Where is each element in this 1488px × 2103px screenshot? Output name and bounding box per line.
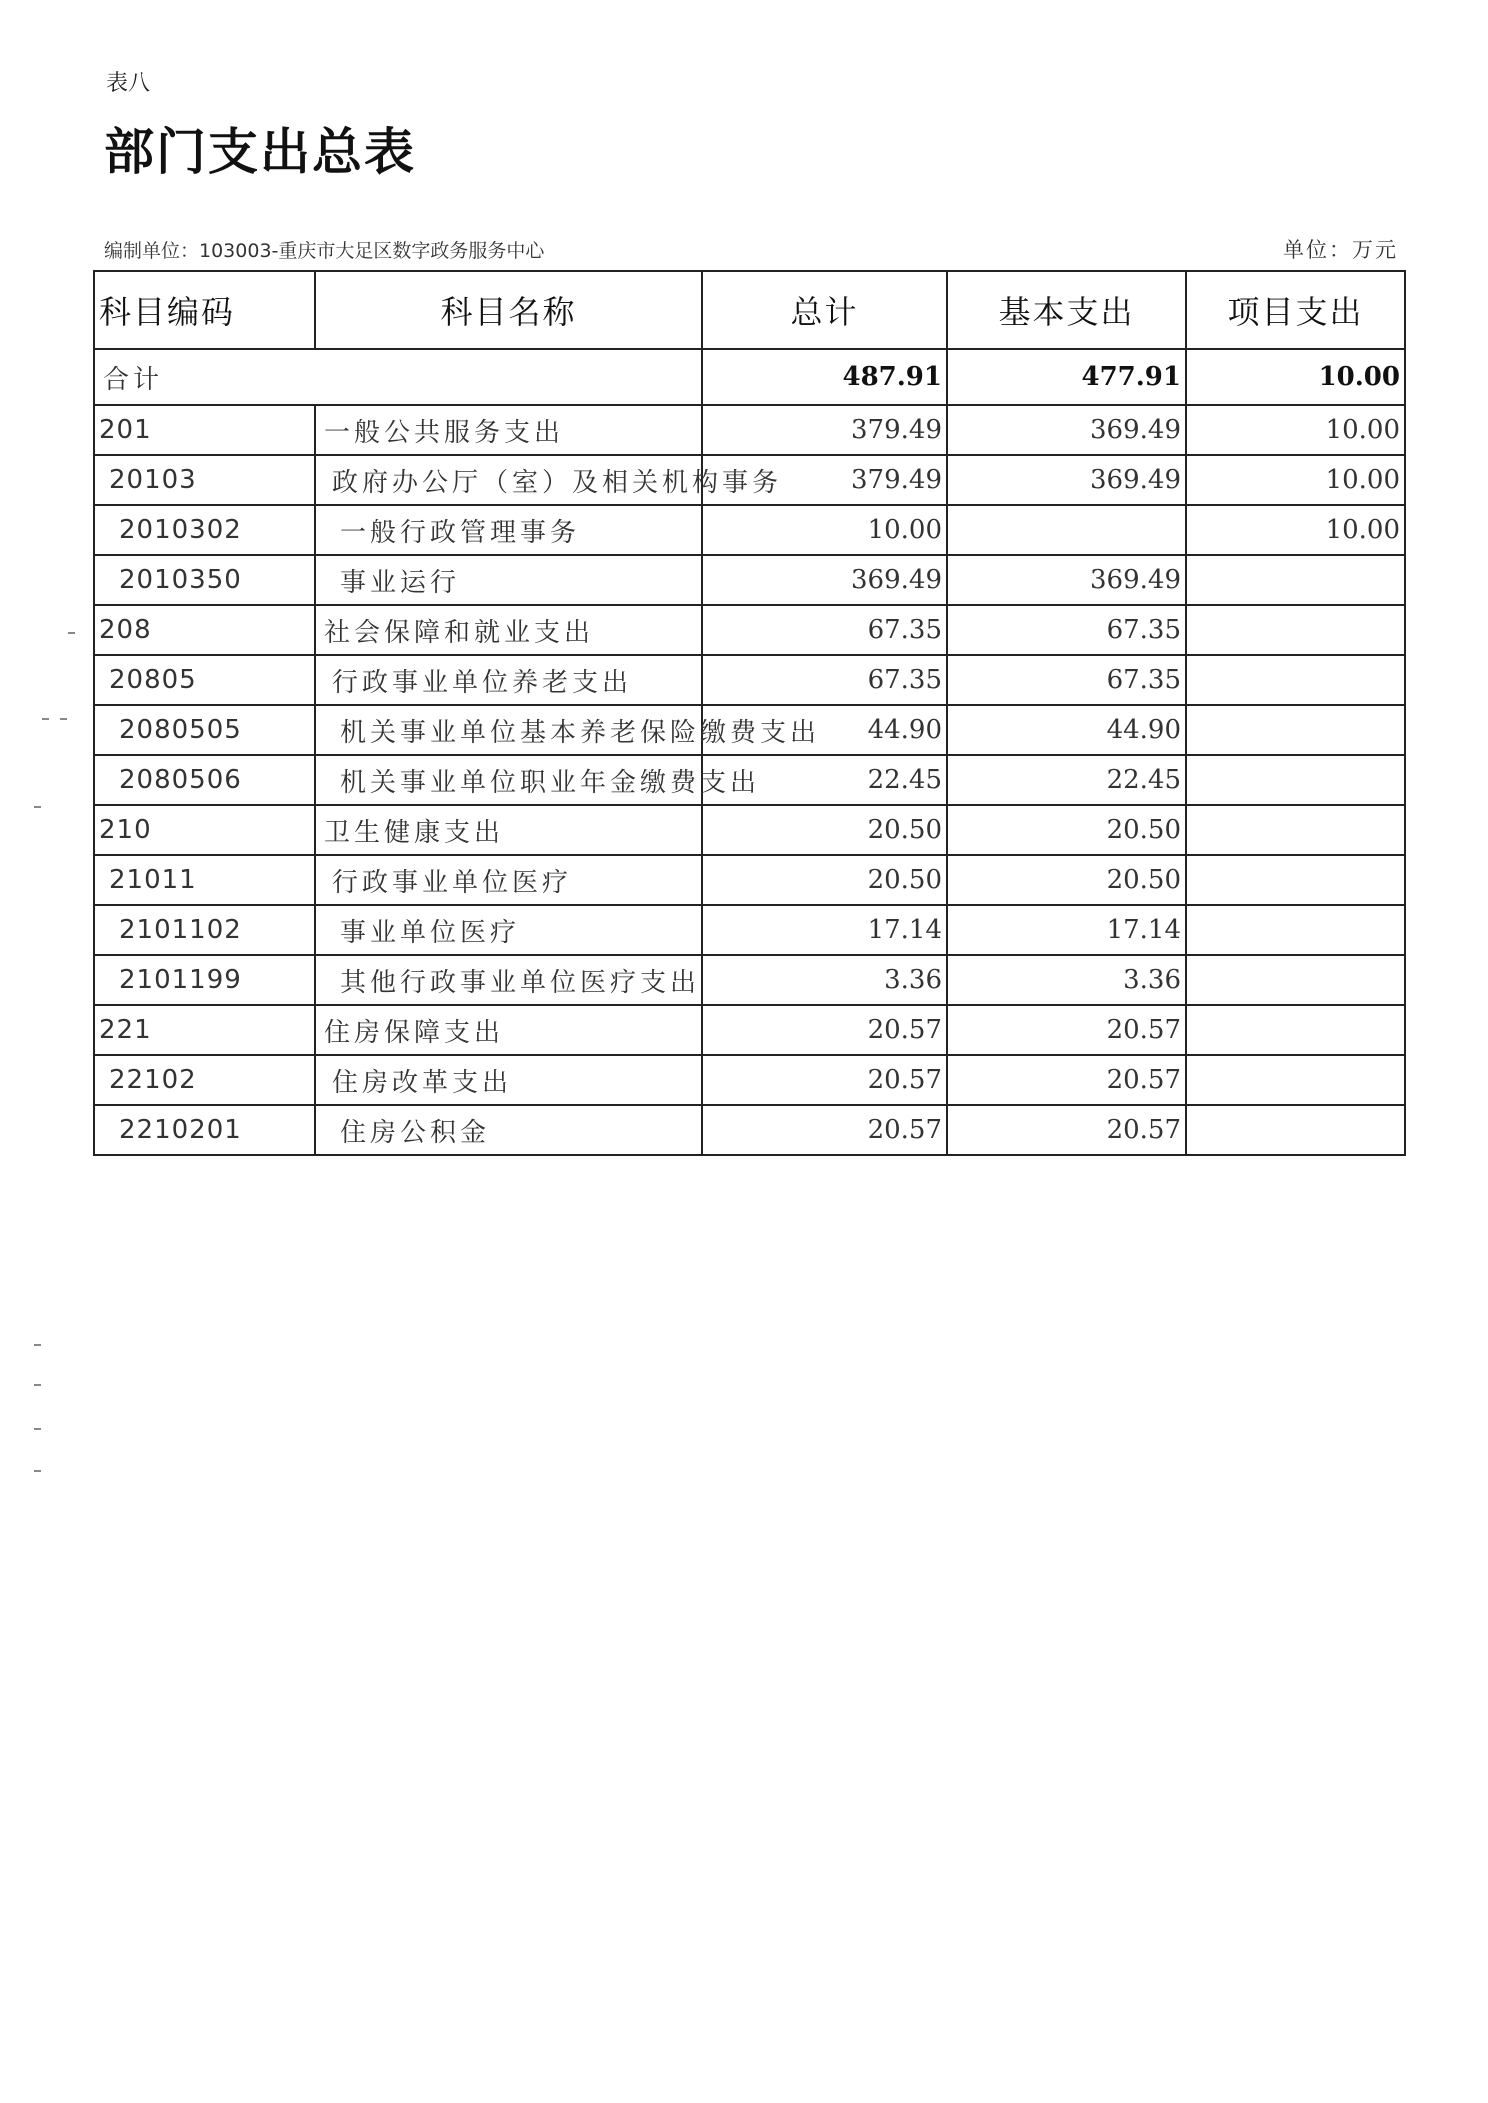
row-project — [1186, 655, 1405, 705]
row-name: 一般公共服务支出 — [315, 405, 702, 455]
row-basic: 369.49 — [947, 455, 1186, 505]
row-total: 20.57 — [702, 1055, 947, 1105]
row-code: 2080506 — [94, 755, 315, 805]
row-basic: 67.35 — [947, 655, 1186, 705]
row-project — [1186, 905, 1405, 955]
row-name: 机关事业单位基本养老保险缴费支出 — [315, 705, 702, 755]
scan-mark — [34, 1384, 41, 1386]
row-code: 2101199 — [94, 955, 315, 1005]
scan-mark — [34, 1428, 41, 1430]
row-total: 67.35 — [702, 655, 947, 705]
total-project: 10.00 — [1186, 349, 1405, 405]
column-header-basic: 基本支出 — [947, 271, 1186, 349]
table-row — [94, 505, 1405, 555]
row-basic: 369.49 — [947, 555, 1186, 605]
row-total: 3.36 — [702, 955, 947, 1005]
table-row — [94, 655, 1405, 705]
scan-mark — [42, 718, 49, 720]
row-total: 20.50 — [702, 805, 947, 855]
table-row — [94, 555, 1405, 605]
total-label: 合计 — [94, 349, 702, 405]
table-row — [94, 855, 1405, 905]
row-basic: 44.90 — [947, 705, 1186, 755]
table-row — [94, 905, 1405, 955]
row-basic: 20.50 — [947, 855, 1186, 905]
table-row — [94, 705, 1405, 755]
scan-mark — [34, 806, 41, 808]
row-basic: 67.35 — [947, 605, 1186, 655]
table-row — [94, 805, 1405, 855]
row-name: 政府办公厅（室）及相关机构事务 — [315, 455, 702, 505]
row-project: 10.00 — [1186, 455, 1405, 505]
row-basic: 17.14 — [947, 905, 1186, 955]
row-total: 20.50 — [702, 855, 947, 905]
table-row — [94, 755, 1405, 805]
row-code: 2080505 — [94, 705, 315, 755]
row-name: 行政事业单位医疗 — [315, 855, 702, 905]
row-name: 住房公积金 — [315, 1105, 702, 1155]
table-row — [94, 455, 1405, 505]
row-code: 210 — [94, 805, 315, 855]
row-project — [1186, 605, 1405, 655]
table-row — [94, 605, 1405, 655]
row-total: 379.49 — [702, 405, 947, 455]
row-code: 2210201 — [94, 1105, 315, 1155]
currency-unit: 单位：万元 — [1283, 238, 1398, 262]
row-name: 住房改革支出 — [315, 1055, 702, 1105]
total-row — [94, 349, 1405, 405]
row-total: 20.57 — [702, 1005, 947, 1055]
scan-mark — [68, 632, 75, 634]
row-name: 一般行政管理事务 — [315, 505, 702, 555]
row-basic: 22.45 — [947, 755, 1186, 805]
row-project — [1186, 1055, 1405, 1105]
scan-mark — [34, 1344, 41, 1346]
row-project — [1186, 705, 1405, 755]
row-basic: 20.57 — [947, 1005, 1186, 1055]
row-total: 22.45 — [702, 755, 947, 805]
expenditure-table — [93, 270, 1406, 1156]
row-code: 20103 — [94, 455, 315, 505]
compiling-unit: 编制单位：103003-重庆市大足区数字政务服务中心 — [104, 240, 545, 262]
scan-mark — [60, 718, 67, 720]
total-sum: 487.91 — [702, 349, 947, 405]
row-code: 221 — [94, 1005, 315, 1055]
row-basic — [947, 505, 1186, 555]
table-row — [94, 1055, 1405, 1105]
row-code: 201 — [94, 405, 315, 455]
row-project — [1186, 955, 1405, 1005]
table-header-row — [94, 271, 1405, 349]
row-basic: 3.36 — [947, 955, 1186, 1005]
row-project — [1186, 555, 1405, 605]
row-total: 369.49 — [702, 555, 947, 605]
row-total: 44.90 — [702, 705, 947, 755]
row-total: 10.00 — [702, 505, 947, 555]
row-total: 379.49 — [702, 455, 947, 505]
row-project — [1186, 1005, 1405, 1055]
table-row — [94, 1005, 1405, 1055]
row-name: 事业单位医疗 — [315, 905, 702, 955]
row-project — [1186, 855, 1405, 905]
row-basic: 20.50 — [947, 805, 1186, 855]
row-project: 10.00 — [1186, 505, 1405, 555]
column-header-project: 项目支出 — [1186, 271, 1405, 349]
table-row — [94, 955, 1405, 1005]
scan-mark — [34, 1470, 41, 1472]
row-name: 其他行政事业单位医疗支出 — [315, 955, 702, 1005]
row-code: 21011 — [94, 855, 315, 905]
row-code: 20805 — [94, 655, 315, 705]
row-code: 2101102 — [94, 905, 315, 955]
row-total: 20.57 — [702, 1105, 947, 1155]
table-row — [94, 405, 1405, 455]
table-row — [94, 1105, 1405, 1155]
row-code: 22102 — [94, 1055, 315, 1105]
row-code: 2010302 — [94, 505, 315, 555]
row-basic: 20.57 — [947, 1055, 1186, 1105]
row-basic: 20.57 — [947, 1105, 1186, 1155]
column-header-total: 总计 — [702, 271, 947, 349]
row-total: 67.35 — [702, 605, 947, 655]
column-header-name: 科目名称 — [315, 271, 702, 349]
row-project: 10.00 — [1186, 405, 1405, 455]
row-basic: 369.49 — [947, 405, 1186, 455]
total-basic: 477.91 — [947, 349, 1186, 405]
row-name: 行政事业单位养老支出 — [315, 655, 702, 705]
table-number: 表八 — [106, 71, 151, 96]
row-project — [1186, 805, 1405, 855]
row-total: 17.14 — [702, 905, 947, 955]
row-code: 2010350 — [94, 555, 315, 605]
column-header-code: 科目编码 — [94, 271, 315, 349]
row-name: 机关事业单位职业年金缴费支出 — [315, 755, 702, 805]
page-title: 部门支出总表 — [104, 122, 416, 181]
row-name: 卫生健康支出 — [315, 805, 702, 855]
row-code: 208 — [94, 605, 315, 655]
row-project — [1186, 1105, 1405, 1155]
row-name: 住房保障支出 — [315, 1005, 702, 1055]
row-project — [1186, 755, 1405, 805]
row-name: 事业运行 — [315, 555, 702, 605]
row-name: 社会保障和就业支出 — [315, 605, 702, 655]
